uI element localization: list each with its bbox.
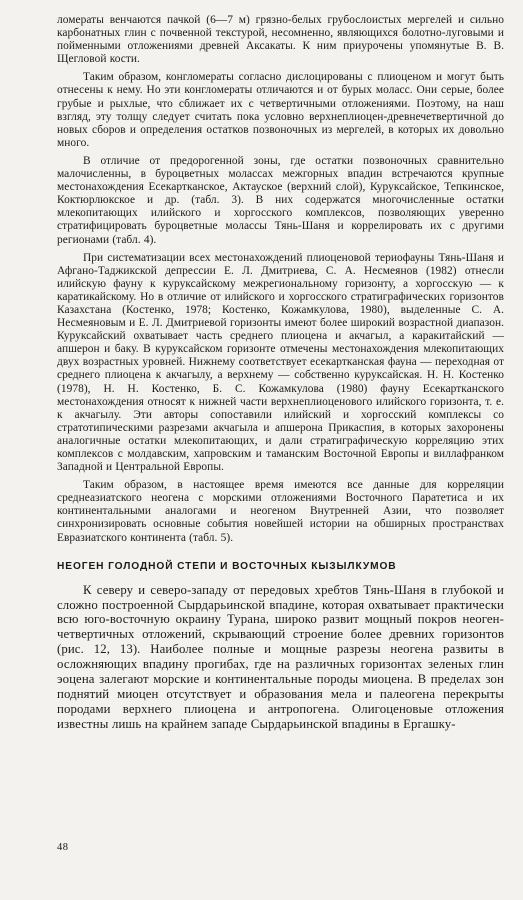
paragraph-1: ломераты венчаются пачкой (6—7 м) грязно-белых грубослоистых мергелей и сильно карбонатных глин с почвенной текстурой, несомненно, являющихся болотно-луговыми и пойменными отложениями древней Аксакаты. К ним приурочены упомянутые В. В. Щегловой кости.: [57, 14, 504, 66]
paragraph-6: К северу и северо-западу от передовых хребтов Тянь-Шаня в глубокой и сложно построенной Сырдарьинской впадине, которая охватывает практически всю юго-восточную окраину Турана, широко развит мощный покров неоген-четвертичных отложений, скрывающий строение более древних горизонтов (рис. 12, 13). Наиболее полные и мощные разрезы неогена развиты в осложняющих впадину прогибах, где на различных горизонтах зеленых глин эоцена залегают морские и континентальные породы миоцена. В пределах зон поднятий миоцен отсутствует и образования мела и палеогена перекрыты породами верхнего плиоцена и антропогена. Олигоценовые отложения известны лишь на крайнем западе Сырдарьинской впадины в Ергашку-: [57, 582, 504, 731]
paragraph-4: При систематизации всех местонахождений плиоценовой териофауны Тянь-Шаня и Афгано-Таджикской депрессии Е. Л. Дмитриева, С. А. Несмеянов (1982) отнесли илийскую фауну к куруксайскому межрегиональному горизонту, а хоргосскую — к каратикайскому. Но в отличие от илийского и хоргосского стратиграфических горизонтов Казахстана (Костенко, 1978; Костенко, Кожамкулова, 1980), выделенные С. А. Несмеяновым и Е. Л. Дмитриевой горизонты имеют более широкий возрастной диапазон. Куруксайский охватывает часть среднего плиоцена и акчагыл, а каракитайский — апшерон и баку. В куруксайском горизонте отмечены местонахождения млекопитающих двух возрастных уровней. Нижнему соответствует есекартканская фауна — переходная от среднего плиоцена к акчагылу, а верхнему — собственно куруксайская. Н. Н. Костенко (1978), Н. Н. Костенко, Б. С. Кожамкулова (1980) фауну Есекартканского местонахождения относят к нижней части верхнеплиоценового илийского горизонта, т. е. к акчагылу. Эти авторы сопоставили илийский и хоргосский комплексы со стратотипическими разрезами акчагыла и апшерона Прикаспия, в которых захоронены аналогичные остатки млекопитающих, и дали стратиграфическую корреляцию этих комплексов с молдавским, хапровским и таманским Восточной Европы и виллафранком Западной и Центральной Европы.: [57, 251, 504, 474]
body-text: [57, 14, 504, 737]
page-number: 48: [57, 842, 69, 853]
section-heading: НЕОГЕН ГОЛОДНОЙ СТЕПИ И ВОСТОЧНЫХ КЫЗЫЛКУМОВ: [57, 560, 397, 572]
paragraph-3: В отличие от предорогенной зоны, где остатки позвоночных сравнительно малочисленны, в буроцветных молассах межгорных впадин встречаются крупные местонахождения Есекартканское, Актауское (верхний слой), Куруксайское, Тепкинское, Коктюрлюкское и др. (табл. 3). В них содержатся многочисленные остатки млекопитающих илийского и хоргосского комплексов, позволяющих уверенно стратифицировать буроцветные молассы Тянь-Шаня и коррелировать их с другими регионами (табл. 4).: [57, 154, 504, 246]
paragraph-2: Таким образом, конгломераты согласно дислоцированы с плиоценом и могут быть отнесены к нему. Но эти конгломераты отличаются и от бурых моласс. Они серые, более грубые и рыхлые, что сближает их с четвертичными отложениями. Поэтому, на наш взгляд, эту толщу следует считать пока условно верхнеплиоцен-древнечетвертичной до новых сборов и определения остатков позвоночных из мергелей, в которых их довольно много.: [57, 71, 504, 149]
paragraph-5: Таким образом, в настоящее время имеются все данные для корреляции среднеазиатского неогена с морскими отложениями Восточного Паратетиса и их континентальными аналогами и неогеном Внутренней Азии, что позволяет синхронизировать основные события новейшей истории на обширных пространствах Евразиатского континента (табл. 5).: [57, 479, 504, 544]
